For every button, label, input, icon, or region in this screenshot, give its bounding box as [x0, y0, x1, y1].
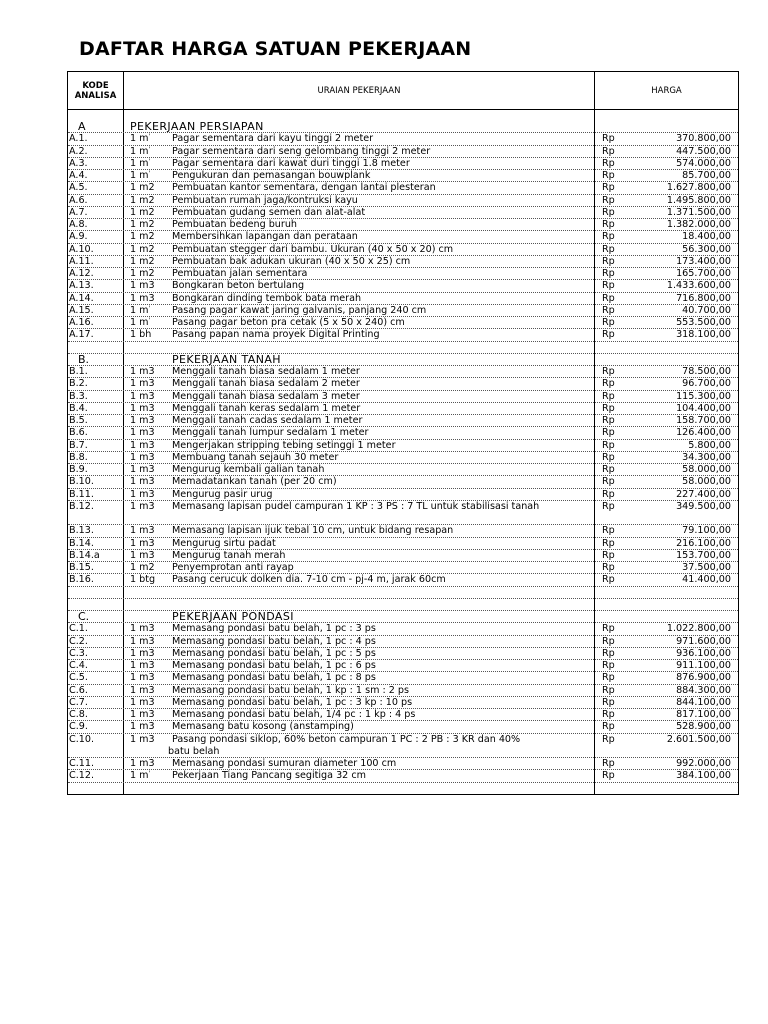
- item-price: 1.382.000,00: [666, 219, 731, 230]
- item-description: Mengurug pasir urug: [172, 488, 273, 500]
- currency-label: Rp: [602, 660, 615, 671]
- item-code: B.13.: [69, 525, 94, 537]
- currency-label: Rp: [602, 635, 615, 647]
- item-code: A.14.: [69, 292, 94, 304]
- item-price: 18.400,00: [682, 231, 731, 243]
- item-description: Memasang pondasi batu belah, 1 pc : 3 ps: [172, 623, 376, 635]
- table-row: [68, 256, 738, 268]
- currency-label: Rp: [602, 758, 615, 769]
- item-price: 318.100,00: [676, 329, 731, 341]
- item-unit: 1 m2: [130, 255, 155, 267]
- item-unit: 1 m3: [130, 549, 155, 561]
- item-code: C.1.: [69, 623, 88, 635]
- item-description: Membuang tanah sejauh 30 meter: [172, 451, 339, 463]
- item-price: 553.500,00: [676, 317, 731, 328]
- table-row: [68, 636, 738, 648]
- item-price: 992.000,00: [676, 758, 731, 769]
- currency-label: Rp: [602, 684, 615, 696]
- item-description: Memasang pondasi batu belah, 1 pc : 6 ps: [172, 660, 376, 671]
- item-description: Bongkaran dinding tembok bata merah: [172, 292, 362, 304]
- item-unit: 1 m': [130, 770, 151, 782]
- item-price: 936.100,00: [676, 647, 731, 659]
- item-price: 817.100,00: [676, 709, 731, 720]
- item-code: A.15.: [69, 304, 94, 316]
- item-unit: 1 m3: [130, 672, 155, 684]
- table-row: [68, 734, 738, 759]
- item-unit: 1 m2: [130, 562, 155, 573]
- item-price: 1.022.800,00: [666, 623, 731, 635]
- header-harga-text: HARGA: [651, 85, 682, 96]
- item-price: 216.100,00: [676, 537, 731, 549]
- item-description: Pembuatan jalan sementara: [172, 268, 308, 279]
- currency-label: Rp: [602, 206, 615, 218]
- item-code: C.8.: [69, 709, 88, 720]
- item-description: Menggali tanah cadas sedalam 1 meter: [172, 415, 363, 426]
- item-code: C.6.: [69, 684, 88, 696]
- table-body: [68, 121, 738, 783]
- currency-label: Rp: [602, 500, 615, 512]
- item-price: 2.601.500,00: [666, 733, 731, 745]
- item-description: Memasang lapisan pudel campuran 1 KP : 3 PS : 7 TL untuk stabilisasi tanah: [172, 500, 540, 512]
- item-code: A.9.: [69, 231, 88, 243]
- table-row: [68, 464, 738, 476]
- item-description: Menggali tanah biasa sedalam 2 meter: [172, 378, 360, 390]
- item-code: A.10.: [69, 243, 94, 255]
- currency-label: Rp: [602, 709, 615, 720]
- item-code: C.9.: [69, 721, 88, 733]
- currency-label: Rp: [602, 231, 615, 243]
- item-description: Mengerjakan stripping tebing setinggi 1 meter: [172, 439, 396, 451]
- item-description: Mengurug tanah merah: [172, 549, 286, 561]
- table-row: [68, 329, 738, 341]
- item-price: 41.400,00: [682, 574, 731, 586]
- item-description: Memasang pondasi batu belah, 1 pc : 4 ps: [172, 635, 376, 647]
- item-price: 716.800,00: [676, 292, 731, 304]
- table-row: [68, 415, 738, 427]
- item-price: 844.100,00: [676, 696, 731, 708]
- section-header-row: [68, 354, 738, 366]
- item-unit: 1 m3: [130, 635, 155, 647]
- currency-label: Rp: [602, 268, 615, 279]
- page-title: DAFTAR HARGA SATUAN PEKERJAAN: [79, 38, 472, 60]
- table-row: [68, 170, 738, 182]
- item-code: C.10.: [69, 733, 95, 745]
- item-unit: 1 m2: [130, 243, 155, 255]
- item-price: 1.433.600,00: [666, 280, 731, 292]
- item-price: 5.800,00: [688, 439, 731, 451]
- section-title: PEKERJAAN PERSIAPAN: [130, 120, 264, 133]
- header-kode-text: KODE: [82, 80, 109, 91]
- currency-label: Rp: [602, 182, 615, 194]
- item-description: Memasang pondasi sumuran diameter 100 cm: [172, 758, 397, 769]
- item-unit: 1 m3: [130, 415, 155, 426]
- item-unit: 1 m': [130, 133, 151, 145]
- item-description: Pembuatan stegger dari bambu. Ukuran (40 x 50 x 20) cm: [172, 243, 454, 255]
- currency-label: Rp: [602, 770, 615, 782]
- currency-label: Rp: [602, 219, 615, 230]
- currency-label: Rp: [602, 243, 615, 255]
- item-price: 876.900,00: [676, 672, 731, 684]
- item-code: B.12.: [69, 500, 94, 512]
- table-row: [68, 623, 738, 635]
- item-price: 384.100,00: [676, 770, 731, 782]
- item-description: Memasang lapisan ijuk tebal 10 cm, untuk bidang resapan: [172, 525, 454, 537]
- currency-label: Rp: [602, 427, 615, 439]
- item-description: Pagar sementara dari seng gelombang tinggi 2 meter: [172, 145, 431, 157]
- item-code: B.1.: [69, 366, 88, 377]
- table-row: [68, 501, 738, 526]
- currency-label: Rp: [602, 721, 615, 733]
- table-row: [68, 158, 738, 170]
- table-row: [68, 293, 738, 305]
- item-description: Memasang pondasi batu belah, 1 pc : 8 ps: [172, 672, 376, 684]
- section-code: B.: [78, 352, 90, 366]
- item-price: 85.700,00: [682, 170, 731, 181]
- item-price: 884.300,00: [676, 684, 731, 696]
- blank-row: [68, 342, 738, 354]
- item-price: 40.700,00: [682, 304, 731, 316]
- item-code: B.15.: [69, 562, 94, 573]
- item-description: Penyemprotan anti rayap: [172, 562, 294, 573]
- currency-label: Rp: [602, 525, 615, 537]
- item-unit: 1 btg: [130, 574, 156, 586]
- item-unit: 1 m3: [130, 647, 155, 659]
- item-price: 79.100,00: [682, 525, 731, 537]
- table-row: [68, 182, 738, 194]
- item-description: Memasang batu kosong (anstamping): [172, 721, 354, 733]
- item-code: A.6.: [69, 194, 88, 206]
- item-code: A.7.: [69, 206, 88, 218]
- item-code: B.14.: [69, 537, 94, 549]
- header-uraian-text: URAIAN PEKERJAAN: [317, 85, 401, 96]
- currency-label: Rp: [602, 145, 615, 157]
- item-code: A.5.: [69, 182, 88, 194]
- currency-label: Rp: [602, 402, 615, 414]
- currency-label: Rp: [602, 329, 615, 341]
- currency-label: Rp: [602, 390, 615, 402]
- currency-label: Rp: [602, 549, 615, 561]
- item-price: 227.400,00: [676, 488, 731, 500]
- item-unit: 1 m': [130, 317, 151, 328]
- item-price: 173.400,00: [676, 255, 731, 267]
- item-price: 1.371.500,00: [666, 206, 731, 218]
- item-price: 34.300,00: [682, 451, 731, 463]
- item-unit: 1 m2: [130, 268, 155, 279]
- header-harga: [595, 72, 738, 109]
- item-code: A.11.: [69, 255, 94, 267]
- currency-label: Rp: [602, 317, 615, 328]
- table-row: [68, 403, 738, 415]
- item-price: 158.700,00: [676, 415, 731, 426]
- item-code: A.1.: [69, 133, 88, 145]
- item-price: 528.900,00: [676, 721, 731, 733]
- header-uraian-pekerjaan: [124, 72, 594, 109]
- section-code: C.: [78, 610, 90, 623]
- table-row: [68, 268, 738, 280]
- item-description: Pasang cerucuk dolken dia. 7-10 cm - pj-4 m, jarak 60cm: [172, 574, 446, 586]
- section-header-row: [68, 121, 738, 133]
- item-unit: 1 m3: [130, 721, 155, 733]
- item-code: C.7.: [69, 696, 88, 708]
- table-row: [68, 133, 738, 145]
- table-row: [68, 244, 738, 256]
- item-code: A.17.: [69, 329, 94, 341]
- item-description: Pasang pagar beton pra cetak (5 x 50 x 240) cm: [172, 317, 405, 328]
- item-price: 56.300,00: [682, 243, 731, 255]
- table-row: [68, 195, 738, 207]
- currency-label: Rp: [602, 415, 615, 426]
- item-unit: 1 m3: [130, 623, 155, 635]
- item-unit: 1 m3: [130, 709, 155, 720]
- item-code: B.9.: [69, 464, 88, 475]
- currency-label: Rp: [602, 194, 615, 206]
- item-description: Memasang pondasi batu belah, 1 pc : 5 ps: [172, 647, 376, 659]
- currency-label: Rp: [602, 280, 615, 292]
- item-unit: 1 m2: [130, 231, 155, 243]
- item-code: B.11.: [69, 488, 94, 500]
- table-row: [68, 660, 738, 672]
- item-code: C.11.: [69, 758, 95, 769]
- table-row: [68, 378, 738, 390]
- item-code: B.4.: [69, 402, 88, 414]
- currency-label: Rp: [602, 733, 615, 745]
- item-price: 58.000,00: [682, 464, 731, 475]
- table-row: [68, 721, 738, 733]
- section-title: PEKERJAAN TANAH: [172, 352, 281, 366]
- item-price: 370.800,00: [676, 133, 731, 145]
- header-kode-analisa: [68, 72, 123, 109]
- item-description: Pembuatan kantor sementara, dengan lantai plesteran: [172, 182, 436, 194]
- table-row: [68, 452, 738, 464]
- item-code: B.16.: [69, 574, 94, 586]
- item-unit: 1 m3: [130, 280, 155, 292]
- item-price: 153.700,00: [676, 549, 731, 561]
- item-description: Pasang papan nama proyek Digital Printing: [172, 329, 380, 341]
- item-price: 115.300,00: [676, 390, 731, 402]
- item-unit: 1 m3: [130, 733, 155, 745]
- currency-label: Rp: [602, 488, 615, 500]
- currency-label: Rp: [602, 696, 615, 708]
- item-description: Pasang pagar kawat jaring galvanis, panjang 240 cm: [172, 304, 427, 316]
- table-row: [68, 685, 738, 697]
- item-description: Bongkaran beton bertulang: [172, 280, 305, 292]
- item-description: Pembuatan gudang semen dan alat-alat: [172, 206, 366, 218]
- item-description: Pagar sementara dari kawat duri tinggi 1.8 meter: [172, 157, 410, 169]
- item-price: 1.627.800,00: [666, 182, 731, 194]
- item-code: A.3.: [69, 157, 88, 169]
- table-row: [68, 427, 738, 439]
- currency-label: Rp: [602, 366, 615, 377]
- item-code: C.12.: [69, 770, 95, 782]
- section-title: PEKERJAAN PONDASI: [172, 610, 294, 623]
- blank-row: [68, 599, 738, 611]
- currency-label: Rp: [602, 464, 615, 475]
- item-description: Pengukuran dan pemasangan bouwplank: [172, 170, 371, 181]
- table-row: [68, 440, 738, 452]
- item-unit: 1 m3: [130, 660, 155, 671]
- item-unit: 1 m3: [130, 378, 155, 390]
- item-code: C.2.: [69, 635, 88, 647]
- item-unit: 1 m': [130, 145, 151, 157]
- table-row: [68, 697, 738, 709]
- item-price: 911.100,00: [676, 660, 731, 671]
- item-code: B.7.: [69, 439, 88, 451]
- currency-label: Rp: [602, 255, 615, 267]
- item-description-cont: batu belah: [168, 745, 220, 757]
- table-row: [68, 317, 738, 329]
- item-unit: 1 m3: [130, 476, 155, 488]
- item-code: A.16.: [69, 317, 94, 328]
- currency-label: Rp: [602, 157, 615, 169]
- table-row: [68, 672, 738, 684]
- table-row: [68, 550, 738, 562]
- currency-label: Rp: [602, 451, 615, 463]
- item-price: 126.400,00: [676, 427, 731, 439]
- table-row: [68, 476, 738, 488]
- table-row: [68, 366, 738, 378]
- currency-label: Rp: [602, 537, 615, 549]
- currency-label: Rp: [602, 672, 615, 684]
- item-code: B.3.: [69, 390, 88, 402]
- table-row: [68, 146, 738, 158]
- currency-label: Rp: [602, 439, 615, 451]
- item-description: Menggali tanah lumpur sedalam 1 meter: [172, 427, 369, 439]
- item-code: C.4.: [69, 660, 88, 671]
- table-row: [68, 562, 738, 574]
- item-description: Pembuatan bak adukan ukuran (40 x 50 x 25) cm: [172, 255, 411, 267]
- item-code: A.13.: [69, 280, 94, 292]
- item-unit: 1 m': [130, 157, 151, 169]
- item-unit: 1 m2: [130, 194, 155, 206]
- item-code: A.12.: [69, 268, 94, 279]
- table-row: [68, 391, 738, 403]
- section-header-row: [68, 611, 738, 623]
- table-row: [68, 709, 738, 721]
- item-unit: 1 m3: [130, 537, 155, 549]
- table-row: [68, 525, 738, 537]
- item-description: Pekerjaan Tiang Pancang segitiga 32 cm: [172, 770, 366, 782]
- item-price: 574.000,00: [676, 157, 731, 169]
- item-price: 58.000,00: [682, 476, 731, 488]
- header-analisa-text: ANALISA: [74, 90, 117, 101]
- table-row: [68, 219, 738, 231]
- item-code: A.4.: [69, 170, 88, 181]
- item-unit: 1 m3: [130, 427, 155, 439]
- item-unit: 1 m3: [130, 292, 155, 304]
- currency-label: Rp: [602, 647, 615, 659]
- item-price: 349.500,00: [676, 500, 731, 512]
- item-unit: 1 m3: [130, 500, 155, 512]
- item-description: Memasang pondasi batu belah, 1 pc : 3 kp : 10 ps: [172, 696, 413, 708]
- item-unit: 1 m3: [130, 525, 155, 537]
- item-description: Pasang pondasi siklop, 60% beton campuran 1 PC : 2 PB : 3 KR dan 40%: [172, 733, 521, 745]
- table-row: [68, 489, 738, 501]
- item-code: C.3.: [69, 647, 88, 659]
- blank-row: [68, 587, 738, 599]
- item-description: Memasang pondasi batu belah, 1/4 pc : 1 kp : 4 ps: [172, 709, 416, 720]
- currency-label: Rp: [602, 292, 615, 304]
- item-code: A.2.: [69, 145, 88, 157]
- currency-label: Rp: [602, 574, 615, 586]
- item-price: 78.500,00: [682, 366, 731, 377]
- currency-label: Rp: [602, 562, 615, 573]
- item-price: 165.700,00: [676, 268, 731, 279]
- table-row: [68, 305, 738, 317]
- item-unit: 1 m': [130, 304, 151, 316]
- table-row: [68, 648, 738, 660]
- item-description: Memasang pondasi batu belah, 1 kp : 1 sm : 2 ps: [172, 684, 410, 696]
- item-code: B.5.: [69, 415, 88, 426]
- currency-label: Rp: [602, 170, 615, 181]
- item-price: 96.700,00: [682, 378, 731, 390]
- item-unit: 1 m3: [130, 390, 155, 402]
- currency-label: Rp: [602, 304, 615, 316]
- item-description: Menggali tanah biasa sedalam 3 meter: [172, 390, 360, 402]
- item-unit: 1 m3: [130, 451, 155, 463]
- item-description: Pembuatan bedeng buruh: [172, 219, 297, 230]
- table-row: [68, 207, 738, 219]
- item-unit: 1 m3: [130, 488, 155, 500]
- item-unit: 1 m3: [130, 439, 155, 451]
- table-row: [68, 538, 738, 550]
- table-row: [68, 280, 738, 292]
- item-code: B.10.: [69, 476, 94, 488]
- item-description: Mengurug sirtu padat: [172, 537, 276, 549]
- item-code: B.2.: [69, 378, 88, 390]
- item-unit: 1 m3: [130, 402, 155, 414]
- item-code: A.8.: [69, 219, 88, 230]
- item-description: Mengurug kembali galian tanah: [172, 464, 325, 475]
- item-unit: 1 m': [130, 170, 151, 181]
- table-row: [68, 231, 738, 243]
- currency-label: Rp: [602, 623, 615, 635]
- item-unit: 1 m2: [130, 182, 155, 194]
- item-price: 447.500,00: [676, 145, 731, 157]
- item-code: B.14.a: [69, 549, 100, 561]
- table-row: [68, 574, 738, 586]
- item-unit: 1 m3: [130, 464, 155, 475]
- item-unit: 1 m3: [130, 684, 155, 696]
- item-code: C.5.: [69, 672, 88, 684]
- section-code: A: [78, 120, 86, 133]
- item-unit: 1 m2: [130, 219, 155, 230]
- item-description: Pagar sementara dari kayu tinggi 2 meter: [172, 133, 374, 145]
- currency-label: Rp: [602, 476, 615, 488]
- currency-label: Rp: [602, 133, 615, 145]
- item-price: 37.500,00: [682, 562, 731, 573]
- item-description: Menggali tanah keras sedalam 1 meter: [172, 402, 361, 414]
- item-code: B.6.: [69, 427, 88, 439]
- item-price: 104.400,00: [676, 402, 731, 414]
- item-description: Memadatankan tanah (per 20 cm): [172, 476, 337, 488]
- currency-label: Rp: [602, 378, 615, 390]
- item-unit: 1 bh: [130, 329, 152, 341]
- item-price: 971.600,00: [676, 635, 731, 647]
- item-unit: 1 m2: [130, 206, 155, 218]
- item-description: Pembuatan rumah jaga/kontruksi kayu: [172, 194, 358, 206]
- item-description: Membersihkan lapangan dan perataan: [172, 231, 358, 243]
- header-divider: [67, 109, 739, 110]
- table-row: [68, 770, 738, 782]
- item-description: Menggali tanah biasa sedalam 1 meter: [172, 366, 360, 377]
- item-unit: 1 m3: [130, 366, 155, 377]
- item-price: 1.495.800,00: [666, 194, 731, 206]
- item-unit: 1 m3: [130, 696, 155, 708]
- item-unit: 1 m3: [130, 758, 155, 769]
- table-row: [68, 758, 738, 770]
- item-code: B.8.: [69, 451, 88, 463]
